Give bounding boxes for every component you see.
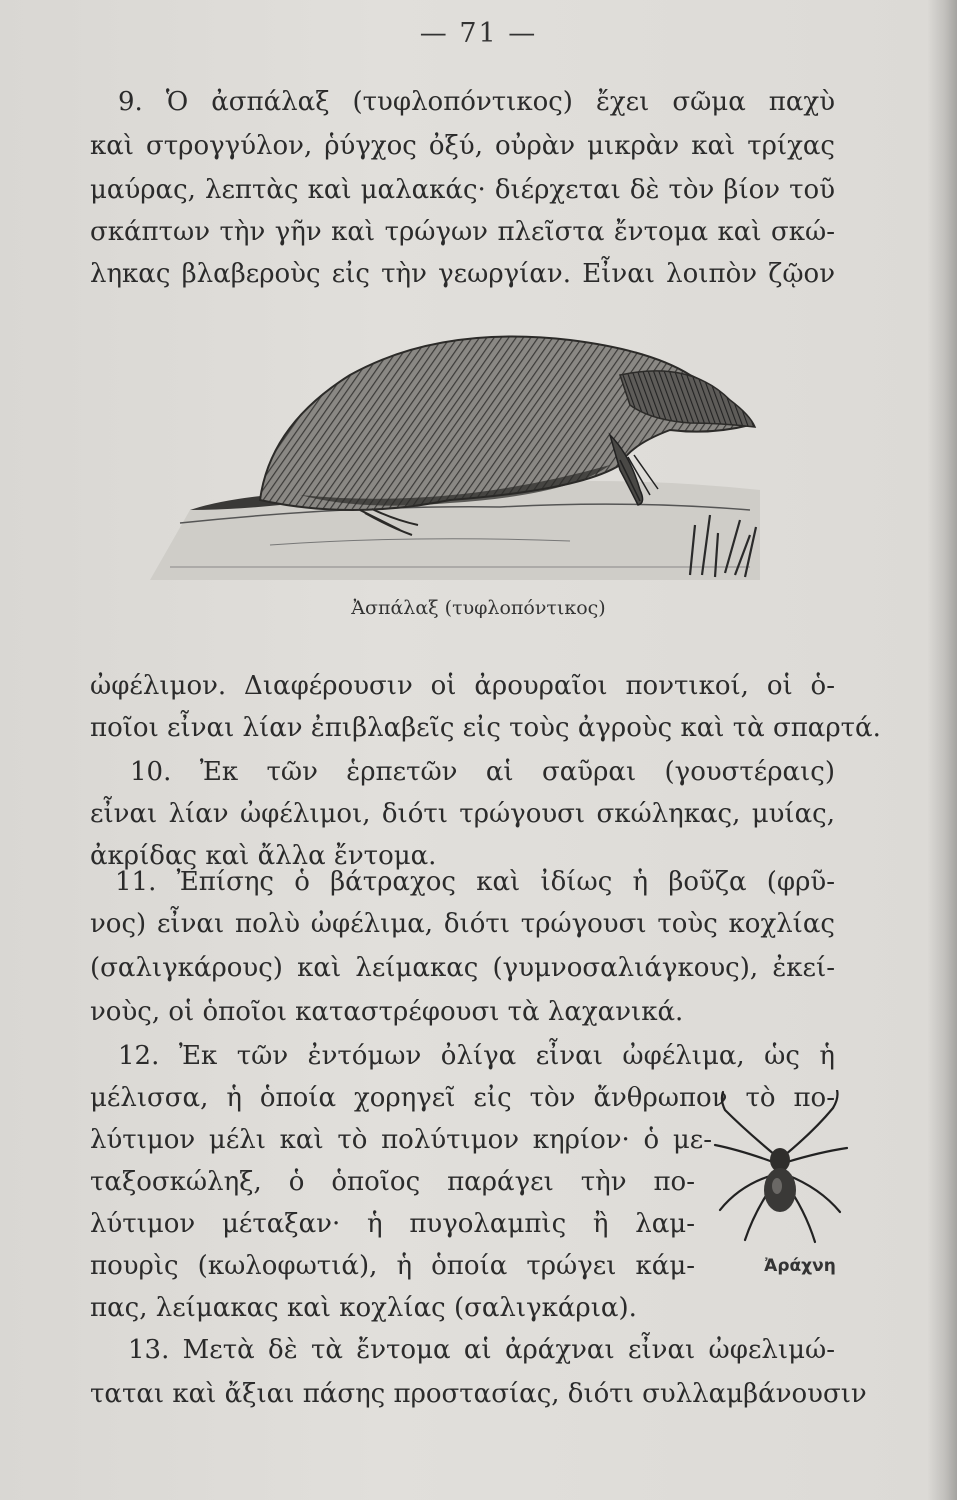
text-line: πουρὶς (κωλοφωτιά), ἡ ὁποία τρώγει κάμ- <box>90 1251 695 1281</box>
text-line: (σαλιγκάρους) καὶ λείμακας (γυμνοσαλιάγκους), ἐκεί- <box>90 953 835 983</box>
text-line: 12. Ἐκ τῶν ἐντόμων ὀλίγα εἶναι ὠφέλιμα, ὡς ἡ <box>118 1041 835 1071</box>
mole-illustration <box>150 305 770 580</box>
text-line: μέλισσα, ἡ ὁποία χορηγεῖ εἰς τὸν ἄνθρωπον τὸ πο- <box>90 1083 835 1113</box>
text-line: πας, λείμακας καὶ κοχλίας (σαλιγκάρια). <box>90 1293 637 1323</box>
text-line: 9. Ὁ ἀσπάλαξ (τυφλοπόντικος) ἔχει σῶμα παχὺ <box>118 87 835 117</box>
text-line: λύτιμον μέταξαν· ἡ πυγολαμπὶς ἢ λαμ- <box>90 1209 695 1239</box>
text-line: ὠφέλιμον. Διαφέρουσιν οἱ ἀρουραῖοι ποντικοί, οἱ ὁ- <box>90 671 835 701</box>
text-line: ταται καὶ ἄξιαι πάσης προστασίας, διότι συλλαμβάνουσιν <box>90 1379 867 1409</box>
text-line: ποῖοι εἶναι λίαν ἐπιβλαβεῖς εἰς τοὺς ἀγροὺς καὶ τὰ σπαρτά. <box>90 713 881 743</box>
spider-illustration <box>705 1090 855 1250</box>
text-line: 13. Μετὰ δὲ τὰ ἔντομα αἱ ἀράχναι εἶναι ὠφελιμώ- <box>128 1335 835 1365</box>
text-line: νοὺς, οἱ ὁποῖοι καταστρέφουσι τὰ λαχανικά. <box>90 997 684 1027</box>
page-spine-shadow <box>927 0 957 1500</box>
mole-caption: Ἀσπάλαξ (τυφλοπόντικος) <box>351 597 606 619</box>
text-line: εἶναι λίαν ὠφέλιμοι, διότι τρώγουσι σκώληκας, μυίας, <box>90 799 835 829</box>
page-number: — 71 — <box>419 18 538 49</box>
text-line: καὶ στρογγύλον, ῥύγχος ὀξύ, οὐρὰν μικρὰν καὶ τρίχας <box>90 131 835 161</box>
text-line: ταξοσκώληξ, ὁ ὁποῖος παράγει τὴν πο- <box>90 1167 695 1197</box>
spider-caption: Ἀράχνη <box>764 1256 836 1276</box>
text-line: λύτιμον μέλι καὶ τὸ πολύτιμον κηρίον· ὁ με- <box>90 1125 712 1155</box>
text-line: μαύρας, λεπτὰς καὶ μαλακάς· διέρχεται δὲ τὸν βίον τοῦ <box>90 175 835 205</box>
text-line: 11. Ἐπίσης ὁ βάτραχος καὶ ἰδίως ἡ βοῦζα (φρῦ- <box>115 867 835 897</box>
text-line: 10. Ἐκ τῶν ἑρπετῶν αἱ σαῦραι (γουστέραις) <box>130 757 835 787</box>
text-line: ληκας βλαβεροὺς εἰς τὴν γεωργίαν. Εἶναι λοιπὸν ζῷον <box>90 259 835 289</box>
text-line: ἀκρίδας καὶ ἄλλα ἔντομα. <box>90 841 437 871</box>
text-line: σκάπτων τὴν γῆν καὶ τρώγων πλεῖστα ἔντομα καὶ σκώ- <box>90 217 835 247</box>
text-line: νος) εἶναι πολὺ ὠφέλιμα, διότι τρώγουσι τοὺς κοχλίας <box>90 909 835 939</box>
